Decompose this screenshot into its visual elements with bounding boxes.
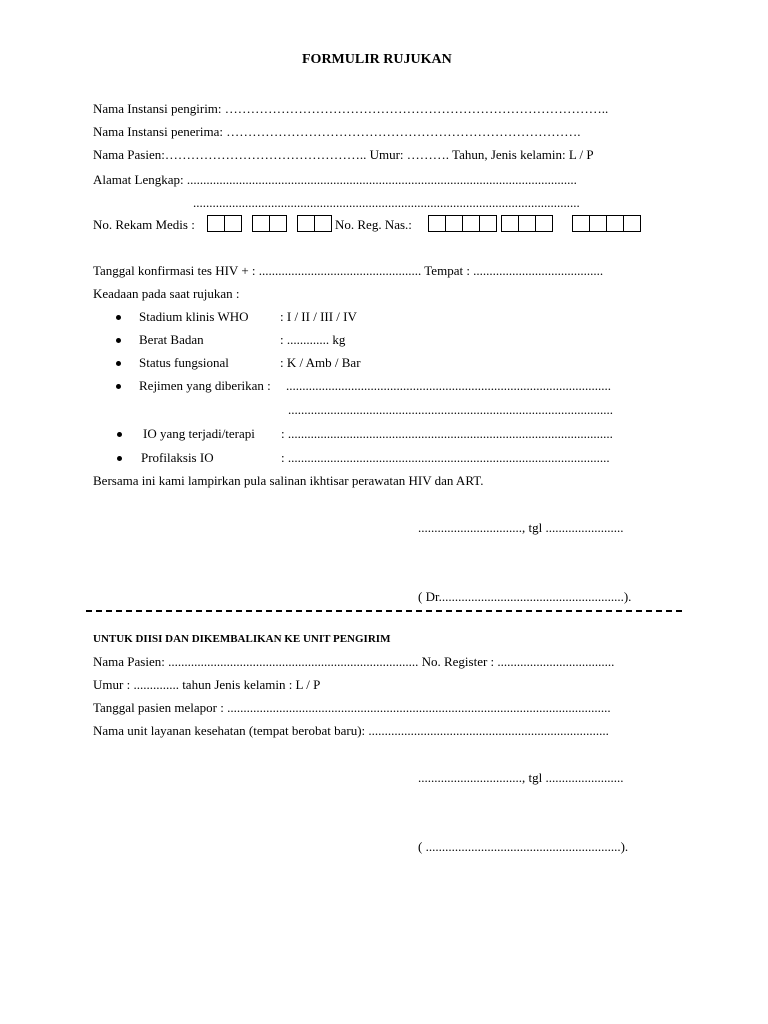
return-section-title: UNTUK DIISI DAN DIKEMBALIKAN KE UNIT PENGIRIM — [93, 633, 391, 645]
bullet-icon — [116, 361, 121, 366]
rejimen-continuation[interactable]: .................................................................................................... — [288, 402, 613, 417]
digit-box[interactable] — [462, 215, 480, 232]
rekam-medis-boxes-1[interactable] — [207, 215, 241, 232]
place-date-field[interactable]: ................................, tgl ........................ — [418, 520, 624, 535]
digit-box[interactable] — [314, 215, 332, 232]
digit-box[interactable] — [269, 215, 287, 232]
profilaksis-value[interactable]: : ................................................................................................... — [281, 450, 610, 465]
address-continuation-field[interactable]: ....................................................................................................................... — [193, 195, 580, 210]
cut-line-divider — [86, 610, 682, 612]
instansi-pengirim-field[interactable]: Nama Instansi pengirim: …………………………………………………………………………….. — [93, 101, 609, 116]
doctor-signature-field[interactable]: ( Dr.........................................................). — [418, 589, 632, 604]
rekam-medis-boxes-2[interactable] — [252, 215, 286, 232]
io-label: IO yang terjadi/terapi — [143, 426, 255, 441]
digit-box[interactable] — [479, 215, 497, 232]
bullet-icon — [116, 338, 121, 343]
digit-box[interactable] — [501, 215, 519, 232]
digit-box[interactable] — [445, 215, 463, 232]
return-age-gender-field[interactable]: Umur : .............. tahun Jenis kelamin : L / P — [93, 677, 321, 692]
stadium-label: Stadium klinis WHO — [139, 309, 249, 324]
digit-box[interactable] — [518, 215, 536, 232]
keadaan-label: Keadaan pada saat rujukan : — [93, 286, 240, 301]
profilaksis-label: Profilaksis IO — [141, 450, 214, 465]
report-date-field[interactable]: Tanggal pasien melapor : ...................................................................................................................... — [93, 700, 611, 715]
berat-value[interactable]: : ............. kg — [280, 332, 346, 347]
reg-nas-boxes-3[interactable] — [572, 215, 640, 232]
bullet-icon — [117, 456, 122, 461]
new-health-unit-field[interactable]: Nama unit layanan kesehatan (tempat berobat baru): .......................................................................... — [93, 723, 609, 738]
reg-nas-boxes-2[interactable] — [501, 215, 552, 232]
digit-box[interactable] — [589, 215, 607, 232]
return-place-date-field[interactable]: ................................, tgl ........................ — [418, 770, 624, 785]
form-title: FORMULIR RUJUKAN — [302, 52, 452, 67]
bullet-icon — [116, 384, 121, 389]
digit-box[interactable] — [207, 215, 225, 232]
address-field[interactable]: Alamat Lengkap: ........................................................................................................................ — [93, 172, 577, 187]
rekam-medis-label: No. Rekam Medis : — [93, 217, 195, 232]
patient-info-field[interactable]: Nama Pasien:……………………………………….. Umur: ………. Tahun, Jenis kelamin: L / P — [93, 147, 594, 162]
digit-box[interactable] — [606, 215, 624, 232]
digit-box[interactable] — [297, 215, 315, 232]
digit-box[interactable] — [428, 215, 446, 232]
berat-label: Berat Badan — [139, 332, 204, 347]
bullet-icon — [117, 432, 122, 437]
status-value[interactable]: : K / Amb / Bar — [280, 355, 361, 370]
reg-nas-boxes-1[interactable] — [428, 215, 496, 232]
hiv-confirmation-field[interactable]: Tanggal konfirmasi tes HIV + : .................................................. Tempat : ........................................ — [93, 263, 604, 278]
digit-box[interactable] — [572, 215, 590, 232]
bullet-icon — [116, 315, 121, 320]
rejimen-value[interactable]: .................................................................................................... — [286, 378, 611, 393]
instansi-penerima-field[interactable]: Nama Instansi penerima: ………………………………………………………………………. — [93, 124, 581, 139]
rekam-medis-boxes-3[interactable] — [297, 215, 331, 232]
digit-box[interactable] — [252, 215, 270, 232]
digit-box[interactable] — [535, 215, 553, 232]
io-value[interactable]: : .................................................................................................... — [281, 426, 613, 441]
attachment-note: Bersama ini kami lampirkan pula salinan ikhtisar perawatan HIV dan ART. — [93, 473, 484, 488]
status-label: Status fungsional — [139, 355, 229, 370]
rejimen-label: Rejimen yang diberikan : — [139, 378, 271, 393]
digit-box[interactable] — [623, 215, 641, 232]
reg-nas-label: No. Reg. Nas.: — [335, 217, 412, 232]
digit-box[interactable] — [224, 215, 242, 232]
stadium-value[interactable]: : I / II / III / IV — [280, 309, 357, 324]
return-signature-field[interactable]: ( ............................................................). — [418, 839, 629, 854]
return-patient-field[interactable]: Nama Pasien: ............................................................................. No. Register : .................................... — [93, 654, 615, 669]
